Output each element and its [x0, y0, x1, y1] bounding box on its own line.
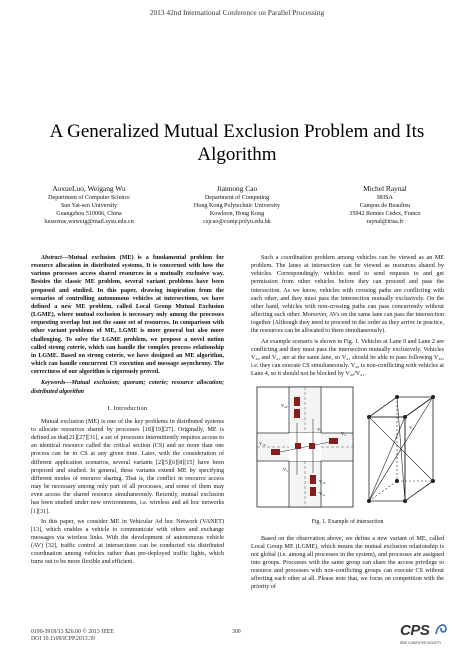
graph-node [403, 415, 407, 419]
vehicle-label: V₂₁ [319, 491, 326, 497]
right-paragraph-2: An example scenario is shown in Fig. 1. Vehicles at Lane 0 and Lane 2 are conflicting and they must pass the intersection mutually exclusively. Vehicles V₄₀ and V₄₁ are at the same lane, so V₄₁ should be able to pass following V₄₀, i.e. they can execute CS simultaneously. V₄₀ is non-conflicting with vehicles at Lane 4, so it should not be blocked by V₄₀/V₄₁. [251, 338, 444, 378]
abstract [31, 254, 224, 376]
conflict-graph [367, 395, 435, 503]
vehicle-label: V₁₀ [259, 441, 266, 447]
conference-header: 2013 42nd International Conference on Parallel Processing [149, 8, 325, 17]
vehicle-label: V₂₀ [319, 479, 326, 485]
graph-label: V₄ [409, 425, 414, 431]
intersection-diagram [251, 383, 444, 515]
author-1 [14, 184, 164, 226]
author-affiliation: Campus de Beaulieu [359, 203, 411, 210]
author-name: Michel Raynal [363, 184, 407, 193]
page-number: 300 [232, 629, 241, 635]
author-affiliation: Sun Yat-sen University [60, 203, 118, 210]
logo-swirl-icon [434, 621, 448, 637]
vehicle-icon [309, 443, 315, 449]
keywords-label: Keywords [41, 380, 66, 387]
graph-face [405, 397, 433, 501]
right-paragraph-1: Such a coordination problem among vehicles can be viewed as an ME problem. The lanes at intersection can be viewed as resources shared by vehicles. Correspondingly, vehicles need to send requests to and get permission from other vehicles before they can proceed and pass the intersection. As we know, vehicles with crossing paths are conflicting with each other, and they must pass the intersection mutually exclusively. On the other hand, vehicles with non-crossing paths can pass concurrently without affecting each other. Moreover, AVs on the same lane can pass the intersection together (Although they need to proceed in the order as they arrive in practice, the resources can be allocated to them simultaneously). [251, 255, 444, 335]
author-name: AoxueLuo, Weigang Wu [52, 184, 126, 193]
vehicle-label: V₀ [317, 427, 322, 433]
vehicle-icon [310, 487, 316, 496]
author-address: Guangzhou 510006, China [56, 211, 122, 218]
figure-caption: Fig. 1. Example of intersection [311, 519, 384, 526]
vehicle-icon [310, 475, 316, 484]
vehicle-icon [329, 438, 338, 444]
abstract-label: Abstract [41, 255, 62, 261]
logo-subtext: IEEE COMPUTER SOCIETY [400, 641, 442, 645]
paper-title [20, 120, 454, 166]
graph-edge [369, 397, 433, 501]
graph-node [431, 395, 435, 399]
graph-node [367, 415, 371, 419]
logo-text: CPS [400, 622, 430, 639]
author-address: Kowloon, Hong Kong [209, 211, 265, 218]
vehicle-label: V₂ [341, 431, 346, 437]
figure-1 [251, 383, 444, 515]
section-heading-introduction: I. Introduction [107, 405, 148, 412]
author-affiliation: Department of Computing [204, 195, 270, 201]
vehicle-icon [271, 449, 280, 455]
graph-node [395, 479, 399, 483]
graph-node [395, 395, 399, 399]
footer-doi: DOI 10.1109/ICPP.2013.39 [31, 636, 95, 643]
vehicle-label: V₃ [283, 467, 288, 473]
graph-node [403, 499, 407, 503]
intro-paragraph-1: Mutual exclusion (ME) is one of the key problems in distributed systems to allocate resources shared by processes [18][19][27]. Originally, ME is defined as that[21][27][31], a set of processes intermittently requires access to an identical resource called the critical section (CS) and no more than one process can be in CS at any given time. Later, with the consideration of different application scenarios, several variants [2][5][6][8][15] have been proposed and studied. In general, these variants extend ME by specifying different modes of resource sharing. That is, the conflict in resource access may be necessary among only part of all processes, and some of them may even access the shared resource simultaneously. Recently, mutual exclusion has been studied under new environments, i.e. wireless and ad hoc networks [1][31]. [31, 418, 224, 515]
intro-paragraph-2: In this paper, we consider ME in Vehicular Ad hoc Network (VANET) [13], which enables a vehicle to communicate with others and exchange messages via wireless links. With the development of autonomous vehicle (AV) [32], traffic control at intersections can be conducted via distributed coordination among vehicles rather than pre-deployed traffic lights, which turns out to be more flexible and efficient. [31, 518, 224, 566]
graph-face [369, 397, 433, 417]
footer-issn: 0190-3918/13 $26.00 © 2013 IEEE [31, 629, 114, 635]
left-column [31, 254, 224, 567]
footer-left [31, 629, 114, 643]
author-email: csjcao@comp.polyu.edu.hk [203, 219, 271, 226]
right-paragraph-3: Based on the observation above, we define a new variant of ME, called Local Group ME (LGME), which means the mutual exclusion relationship is not global (i.e. among all processes in the system), and processes are assigned into groups. Processes with the same group can share the access privilege to resource and processes with non-conflicting groups can execute CS without affecting each other at all. Please note that, we focus on competition with the priority of [251, 535, 444, 591]
author-name: Jiannong Cao [216, 184, 258, 193]
author-block [14, 184, 460, 236]
author-affiliation: Department of Computer Science [48, 195, 130, 201]
cps-logo [400, 621, 450, 649]
author-email: luoaoxue,wuweig@mail.sysu.edu.cn [44, 219, 134, 226]
keywords-text: —Mutual exclusion; quorum; coterie; resource allocation; distributed algorithm [31, 380, 224, 395]
keywords [31, 379, 224, 395]
author-email: raynal@irisa.fr [366, 219, 404, 226]
vehicle-label: V₄₀ [281, 403, 288, 409]
author-affiliation: Hong Kong Polytechnic University [193, 203, 281, 210]
vehicle-icon [294, 397, 300, 406]
graph-node [367, 499, 371, 503]
author-affiliation: IRISA [377, 195, 393, 201]
vehicle-icon [294, 409, 300, 418]
title-line-2: Algorithm [197, 144, 277, 165]
author-address: 35042 Rennes Cedex, France [349, 211, 421, 218]
abstract-text: —Mutual exclusion (ME) is a fundamental problem for resource allocation in distributed systems, It is concerned with how the various processes access shared resources in a mutually exclusive way. Besides the classic ME problem, several variant problems have been proposed and studied. In this paper, drawing inspiration from the scenarios of controlling autonomous vehicles at intersections, we have defined a new ME problem, called Local Group Mutual Exclusion (LGME), where mutual exclusion is necessary only among the processes requesting overlap but not the same set of resources. In comparison with other variant problems of ME, LGME is more general but also more challenging. To solve the LGME problem, we propose a novel notion called strong coterie, which can handle the complex process relationship in LGME. Based on strong coterie, we have designed an ME algorithm, which can handle concurrent CS execution and message asynchrony. The correctness of our algorithm is rigorously proved. [31, 255, 224, 376]
author-2 [162, 184, 312, 226]
author-3 [310, 184, 460, 226]
graph-node [431, 479, 435, 483]
title-line-1: A Generalized Mutual Exclusion Problem and Its [49, 121, 425, 142]
vehicle-icon [295, 443, 301, 449]
right-column [251, 254, 444, 592]
